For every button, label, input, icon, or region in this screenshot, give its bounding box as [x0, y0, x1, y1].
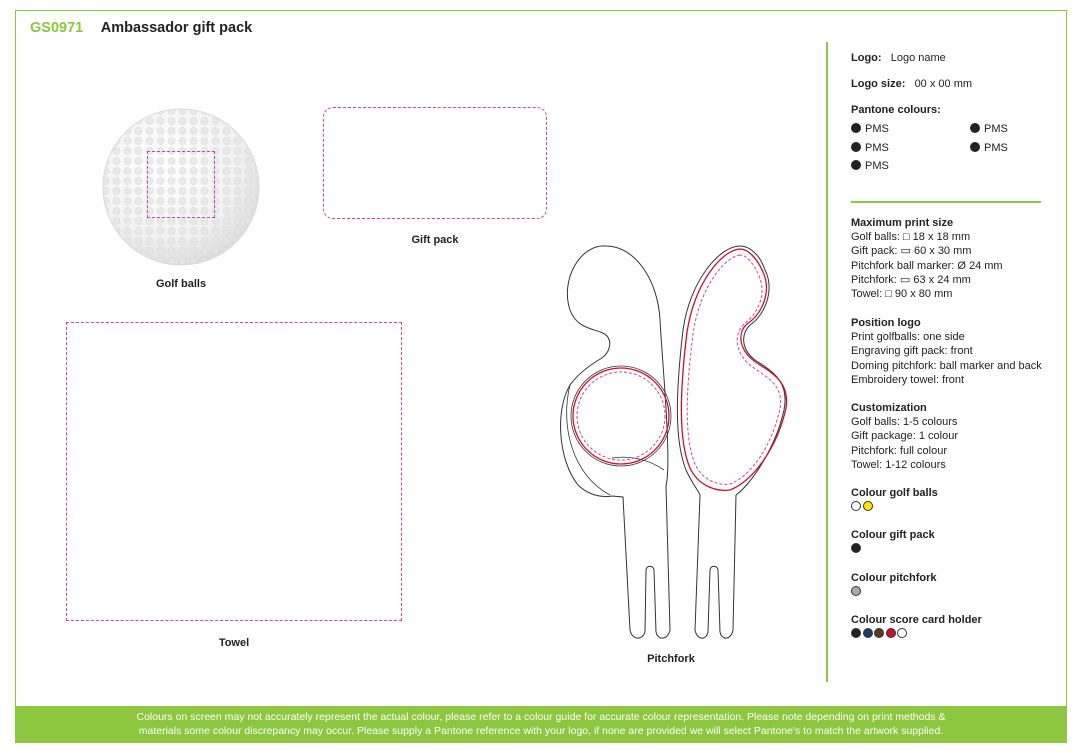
- colour-gift-heading: Colour gift pack: [851, 529, 935, 541]
- towel-print-area: [66, 322, 402, 621]
- colour-swatch: [886, 628, 896, 638]
- product-title: Ambassador gift pack: [100, 20, 253, 36]
- max-print-size: Maximum print size Golf balls: □ 18 x 18 mm Gift pack: ▭ 60 x 30 mm Pitchfork ball marker: Ø 24 mm Pitchfork: ▭ 63 x 24 mm Towel: □ 90 x 80 mm: [851, 217, 1003, 301]
- swatch-dot-icon: [970, 123, 980, 133]
- logo-name: Logo name: [890, 52, 946, 64]
- colour-score-heading: Colour score card holder: [851, 614, 982, 626]
- pms-item: PMS: [970, 123, 1008, 135]
- position-logo: Position logo Print golfballs: one side Engraving gift pack: front Doming pitchfork: ball marker and back Embroidery towel: front: [851, 317, 1042, 386]
- colour-golf-swatches: [851, 501, 874, 511]
- colour-pitchfork-swatches: [851, 586, 863, 596]
- golf-balls-label: Golf balls: [155, 278, 207, 290]
- pms-item: PMS: [851, 142, 889, 154]
- header: [30, 20, 252, 36]
- towel-label: Towel: [218, 637, 250, 649]
- colour-swatch: [851, 501, 861, 511]
- logo-line: Logo: Logo name: [851, 52, 946, 64]
- colour-swatch: [863, 628, 873, 638]
- golf-ball-print-area: [147, 151, 215, 218]
- pitchfork-drawing: [550, 240, 800, 650]
- sidebar-separator: [851, 201, 1041, 203]
- customization: Customization Golf balls: 1-5 colours Gift package: 1 colour Pitchfork: full colour Towel: 1-12 colours: [851, 402, 959, 471]
- colour-swatch: [897, 628, 907, 638]
- colour-pitchfork-heading: Colour pitchfork: [851, 572, 937, 584]
- gift-pack-print-area: [323, 107, 547, 219]
- swatch-dot-icon: [970, 142, 980, 152]
- colour-swatch: [851, 586, 861, 596]
- swatch-dot-icon: [851, 160, 861, 170]
- sidebar-divider: [826, 42, 828, 682]
- gift-pack-label: Gift pack: [411, 234, 459, 246]
- pitchfork-label: Pitchfork: [647, 653, 695, 665]
- colour-swatch: [851, 543, 861, 553]
- logo-size-line: Logo size: 00 x 00 mm: [851, 78, 973, 90]
- pms-item: PMS: [851, 160, 889, 172]
- logo-size-value: 00 x 00 mm: [914, 78, 973, 90]
- colour-swatch: [851, 628, 861, 638]
- swatch-dot-icon: [851, 142, 861, 152]
- pantone-heading: Pantone colours:: [851, 104, 941, 116]
- colour-swatch: [863, 501, 873, 511]
- pms-item: PMS: [970, 142, 1008, 154]
- pms-item: PMS: [851, 123, 889, 135]
- swatch-dot-icon: [851, 123, 861, 133]
- colour-golf-heading: Colour golf balls: [851, 487, 938, 499]
- colour-score-swatches: [851, 628, 909, 638]
- product-code: GS0971: [30, 20, 84, 36]
- colour-swatch: [874, 628, 884, 638]
- footer-disclaimer: Colours on screen may not accurately represent the actual colour, please refer to a colour guide for accurate colour representation. Please note depending on print methods & materials some colour discrepancy may occur. Please supply a Pantone reference with your logo, if none are provided we will select Pantone's to match the artwork supplied.: [15, 706, 1067, 743]
- colour-gift-swatches: [851, 543, 863, 553]
